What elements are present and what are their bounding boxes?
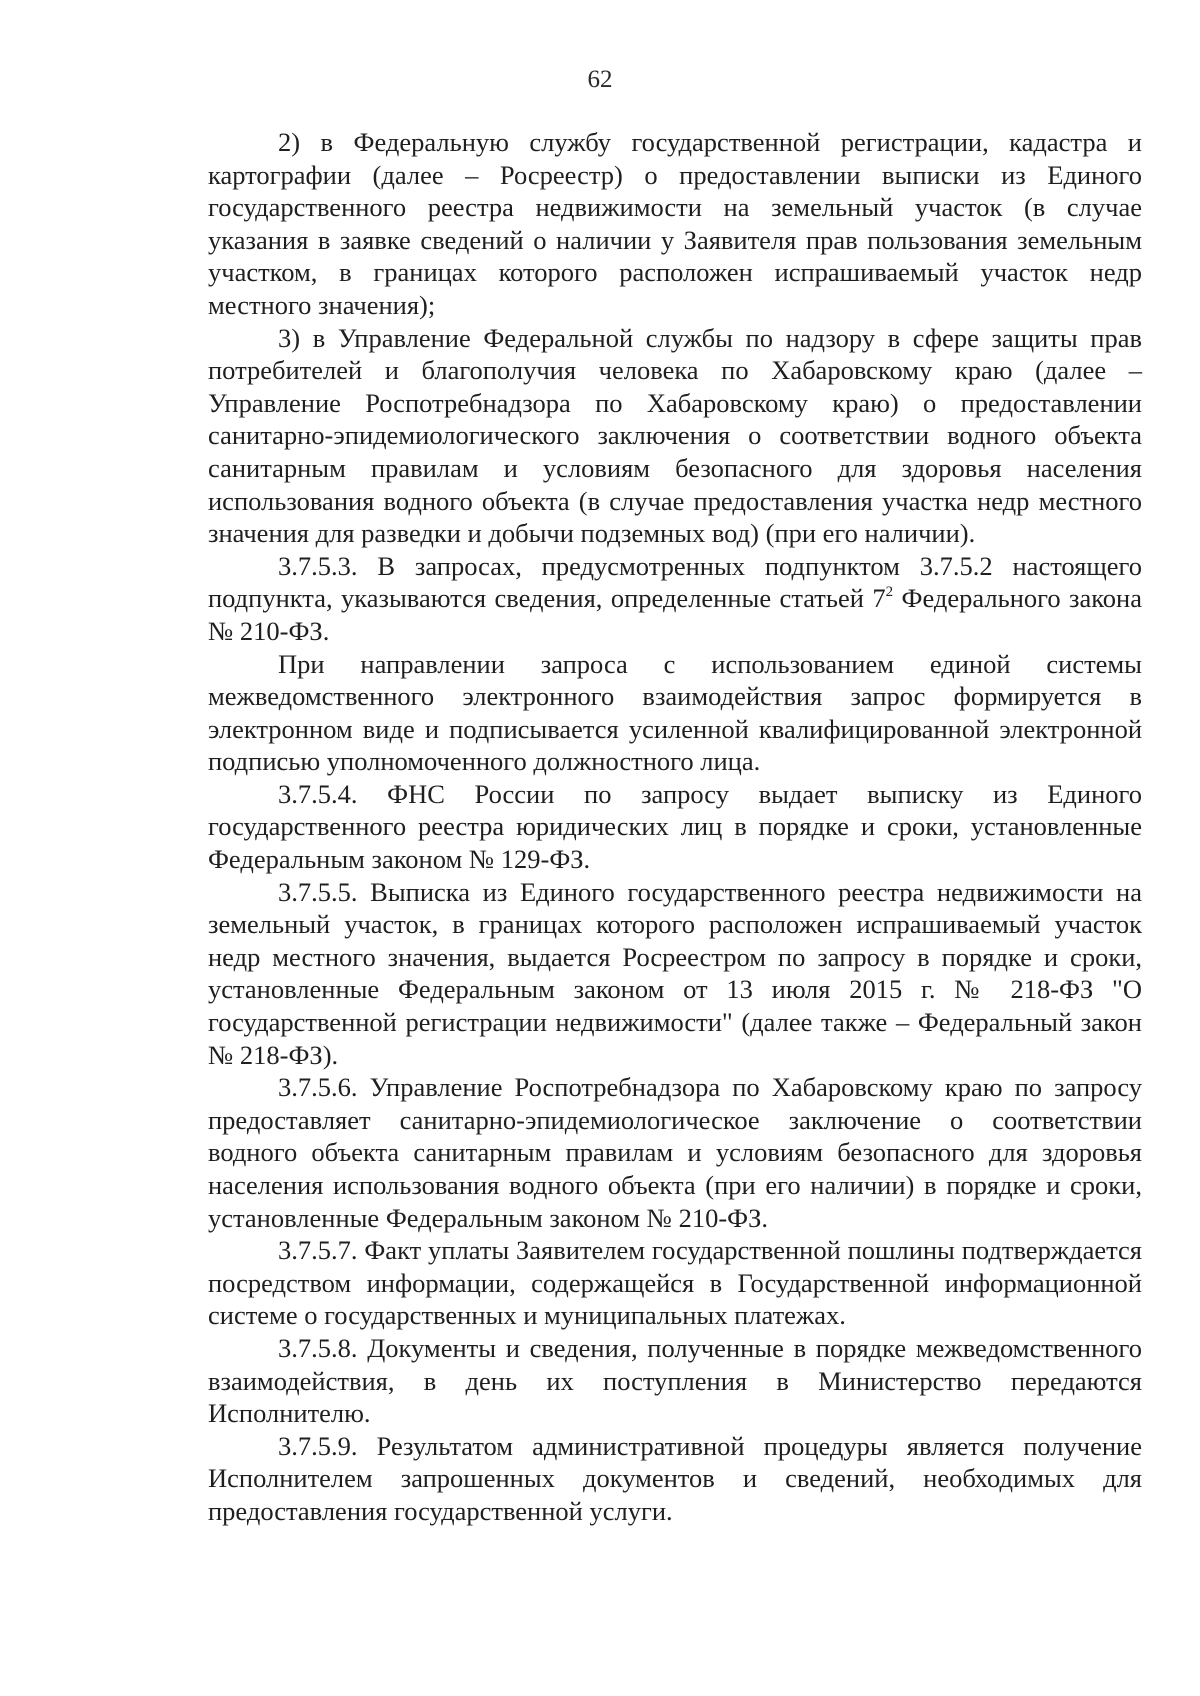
document-body (208, 126, 1142, 1528)
paragraph-3-7-5-5: 3.7.5.5. Выписка из Единого государственного реестра недвижимости на земельный участок, в границах которого расположен испрашиваемый участок недр местного значения, выдается Росреестром по запросу в порядке и сроки, установленные Федеральным законом от 13 июля 2015 г. № 218-ФЗ "О государственной регистрации недвижимости" (далее также – Федеральный закон № 218-ФЗ). (208, 876, 1142, 1070)
paragraph-3-7-5-4: 3.7.5.4. ФНС России по запросу выдает выписку из Единого государственного реестра юридических лиц в порядке и сроки, установленные Федеральным законом № 129-ФЗ. (208, 778, 1142, 875)
paragraph-text: Федерального закона № 210-ФЗ. (208, 583, 1142, 646)
paragraph-interagency-request: При направлении запроса с использованием единой системы межведомственного электронного взаимодействия запрос формируется в электронном виде и подписывается усиленной квалифицированной электронной подписью уполномоченного должностного лица. (208, 648, 1142, 777)
paragraph-item-3: 3) в Управление Федеральной службы по надзору в сфере защиты прав потребителей и благополучия человека по Хабаровскому краю (далее – Управление Роспотребнадзора по Хабаровскому краю) о предоставлении санитарно-эпидемиологического заключения о соответствии водного объекта санитарным правилам и условиям безопасного для здоровья населения использования водного объекта (в случае предоставления участка недр местного значения для разведки и добычи подземных вод) (при его наличии). (208, 322, 1142, 549)
paragraph-3-7-5-8: 3.7.5.8. Документы и сведения, полученные в порядке межведомственного взаимодействия, в день их поступления в Министерство передаются Исполнителю. (208, 1332, 1142, 1429)
page-number: 62 (587, 66, 613, 93)
paragraph-3-7-5-7: 3.7.5.7. Факт уплаты Заявителем государственной пошлины подтверждается посредством информации, содержащейся в Государственной информационной системе о государственных и муниципальных платежах. (208, 1235, 1142, 1331)
paragraph-text: 3.7.5.3. В запросах, предусмотренных подпунктом 3.7.5.2 настоящего подпункта, указываются сведения, определенные статьей 7 (208, 550, 1142, 614)
paragraph-3-7-5-3 (208, 550, 1142, 648)
paragraph-item-2: 2) в Федеральную службу государственной регистрации, кадастра и картографии (далее – Росреестр) о предоставлении выписки из Единого государственного реестра недвижимости на земельный участок (в случае указания в заявке сведений о наличии у Заявителя прав пользования земельным участком, в границах которого расположен испрашиваемый участок недр местного значения); (208, 127, 1142, 320)
superscript: 2 (885, 584, 894, 601)
paragraph-3-7-5-6: 3.7.5.6. Управление Роспотребнадзора по Хабаровскому краю по запросу предоставляет санитарно-эпидемиологическое заключение о соответствии водного объекта санитарным правилам и условиям безопасного для здоровья населения использования водного объекта (при его наличии) в порядке и сроки, установленные Федеральным законом № 210-ФЗ. (208, 1072, 1142, 1233)
paragraph-3-7-5-9: 3.7.5.9. Результатом административной процедуры является получение Исполнителем запрошенных документов и сведений, необходимых для предоставления государственной услуги. (208, 1430, 1142, 1526)
